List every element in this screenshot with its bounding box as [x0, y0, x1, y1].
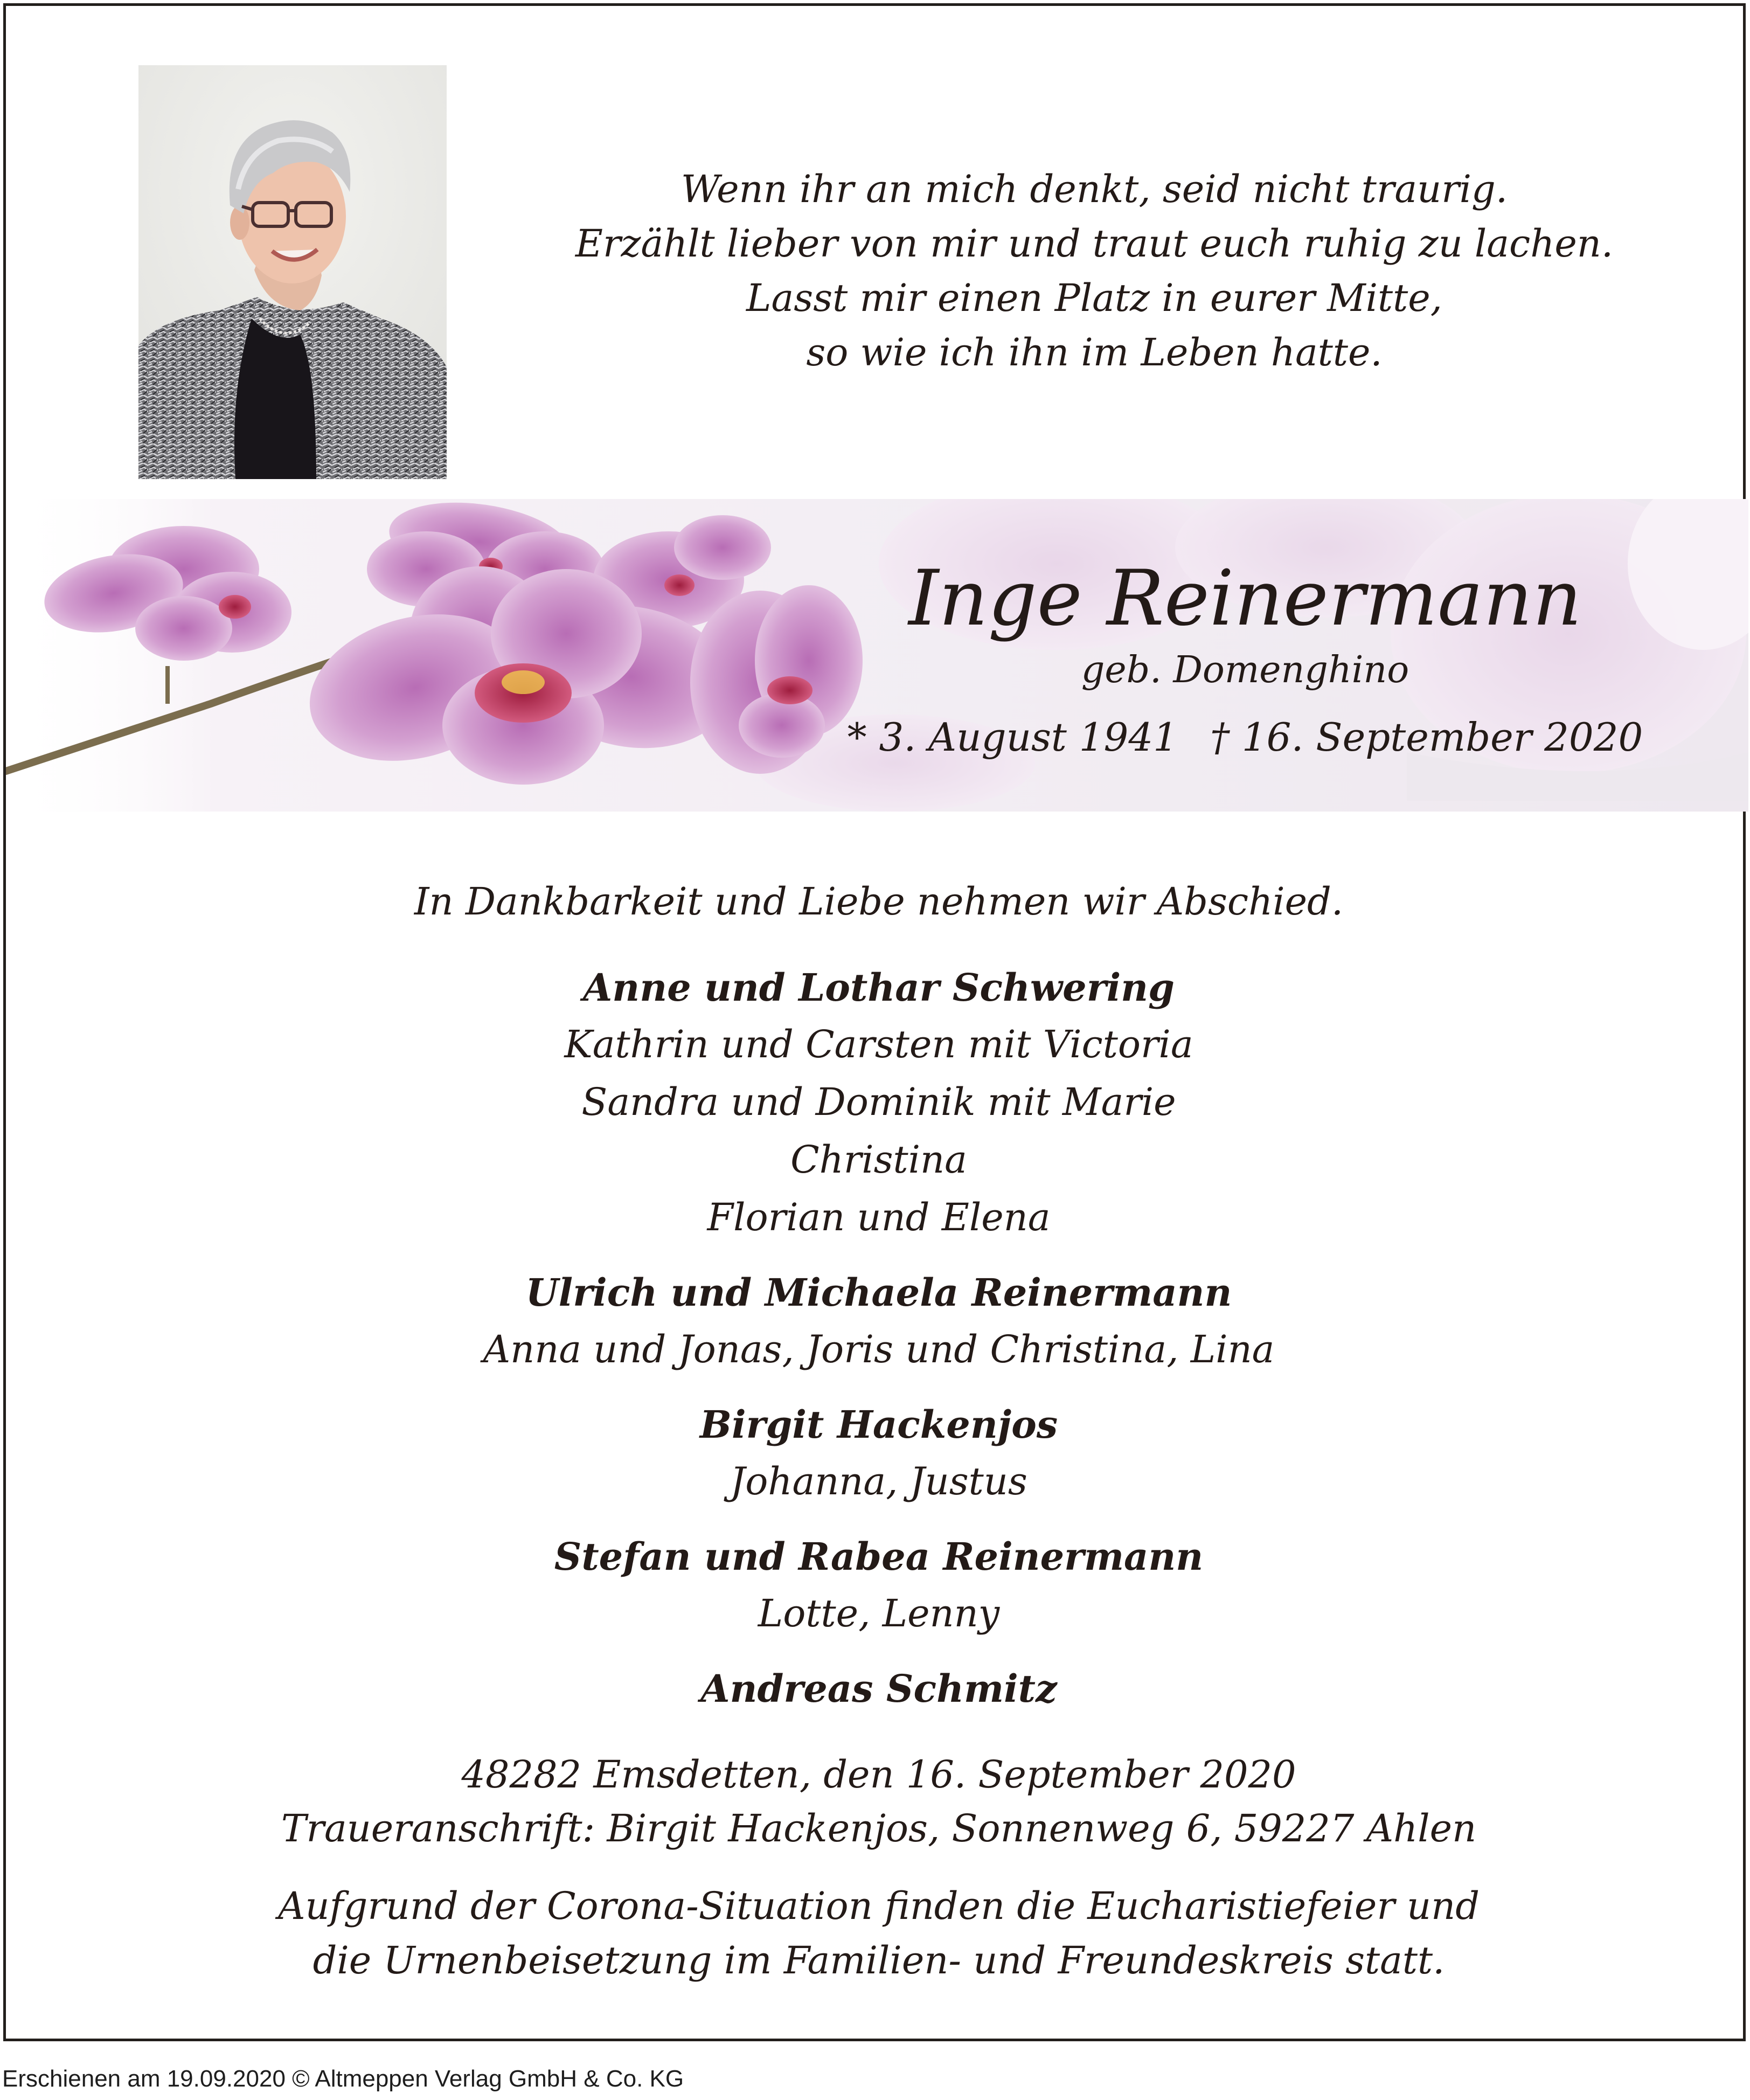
- obituary-notice: [3, 3, 1746, 2041]
- family-group: [168, 1661, 1590, 1717]
- place-date: 48282 Emsdetten, den 16. September 2020: [461, 1752, 1296, 1797]
- family-head: Andreas Schmitz: [700, 1666, 1057, 1711]
- family-head: Anne und Lothar Schwering: [582, 965, 1175, 1010]
- note-line: Aufgrund der Corona-Situation finden die Eucharistiefeier und: [277, 1884, 1480, 1928]
- family-member: Florian und Elena: [707, 1195, 1051, 1239]
- birth-date: * 3. August 1941: [847, 715, 1178, 760]
- portrait-photo: [138, 65, 447, 479]
- poem-line: Lasst mir einen Platz in eurer Mitte,: [746, 276, 1442, 320]
- deceased-name: Inge Reinermann: [908, 554, 1582, 643]
- death-date: † 16. September 2020: [1210, 715, 1643, 760]
- family-group: [168, 1265, 1590, 1378]
- family-member: Johanna, Justus: [730, 1459, 1027, 1503]
- family-member: Kathrin und Carsten mit Victoria: [564, 1022, 1193, 1066]
- family-group: [168, 1529, 1590, 1642]
- mourners-list: [168, 960, 1590, 1735]
- family-head: Birgit Hackenjos: [699, 1402, 1058, 1447]
- note-line: die Urnenbeisetzung im Familien- und Freundeskreis statt.: [313, 1938, 1445, 1983]
- poem-line: so wie ich ihn im Leben hatte.: [806, 330, 1383, 375]
- family-head: Ulrich und Michaela Reinermann: [525, 1270, 1232, 1315]
- family-member: Anna und Jonas, Joris und Christina, Lina: [483, 1327, 1275, 1371]
- family-group: [168, 960, 1590, 1246]
- life-dates: [760, 712, 1730, 763]
- poem-line: Wenn ihr an mich denkt, seid nicht traurig.: [680, 167, 1508, 211]
- poem: [523, 162, 1665, 380]
- ceremony-note: [168, 1879, 1590, 1988]
- family-member: Sandra und Dominik mit Marie: [581, 1080, 1176, 1124]
- publisher-footer: Erschienen am 19.09.2020 © Altmeppen Verlag GmbH & Co. KG: [2, 2066, 684, 2092]
- family-member: Lotte, Lenny: [758, 1591, 1000, 1635]
- poem-line: Erzählt lieber von mir und traut euch ruhig zu lachen.: [575, 221, 1614, 266]
- family-group: [168, 1397, 1590, 1510]
- farewell-text: In Dankbarkeit und Liebe nehmen wir Abschied.: [414, 879, 1344, 924]
- family-head: Stefan und Rabea Reinermann: [554, 1534, 1204, 1579]
- family-member: Christina: [790, 1138, 967, 1182]
- birth-name: geb. Domenghino: [1081, 649, 1409, 691]
- mourning-address: Traueranschrift: Birgit Hackenjos, Sonnenweg 6, 59227 Ahlen: [281, 1806, 1477, 1851]
